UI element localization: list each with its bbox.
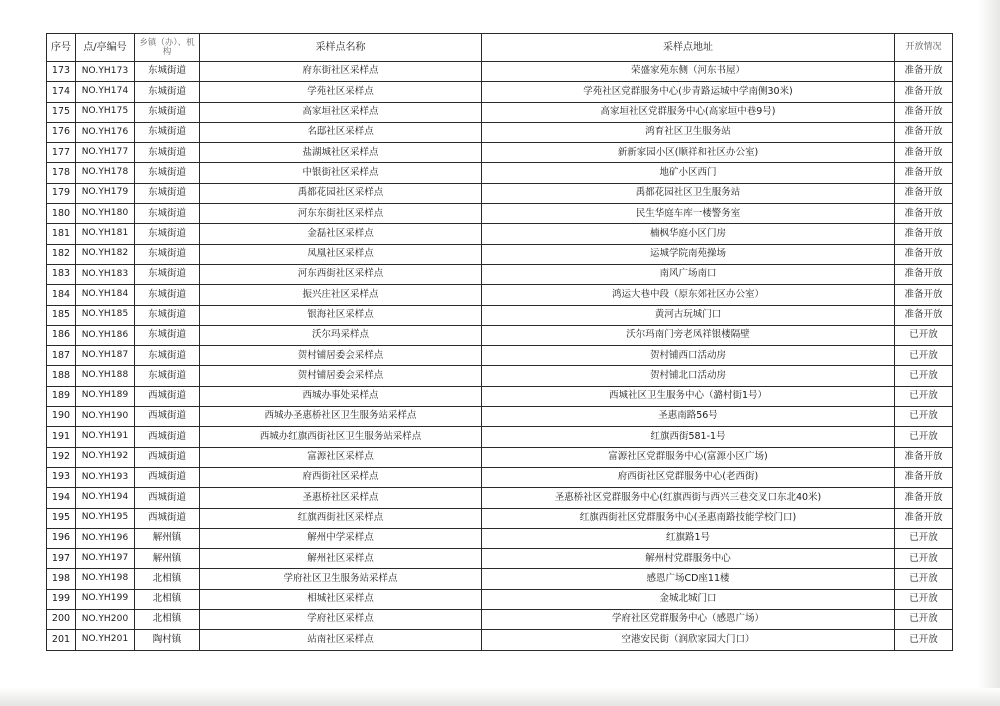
header-town: 乡镇（办）、机构: [135, 34, 200, 62]
cell-address: 贺村铺北口活动房: [482, 366, 895, 386]
cell-address: 高家垣社区党群服务中心(高家垣中巷9号): [482, 102, 895, 122]
cell-seq: 197: [47, 549, 76, 569]
cell-status: 准备开放: [895, 264, 953, 284]
cell-town: 东城街道: [135, 163, 200, 183]
cell-name: 金磊社区采样点: [200, 224, 482, 244]
cell-address: 学苑社区党群服务中心(步青路运城中学南侧30米): [482, 82, 895, 102]
cell-status: 准备开放: [895, 467, 953, 487]
cell-code: NO.YH193: [76, 467, 135, 487]
cell-name: 贺村铺居委会采样点: [200, 366, 482, 386]
cell-town: 东城街道: [135, 264, 200, 284]
cell-address: 鸿育社区卫生服务站: [482, 122, 895, 142]
cell-code: NO.YH198: [76, 569, 135, 589]
cell-address: 新新家园小区(顺祥和社区办公室): [482, 143, 895, 163]
cell-status: 已开放: [895, 528, 953, 548]
cell-name: 西城办事处采样点: [200, 386, 482, 406]
cell-town: 西城街道: [135, 508, 200, 528]
header-seq: 序号: [47, 34, 76, 62]
cell-seq: 187: [47, 346, 76, 366]
cell-town: 西城街道: [135, 407, 200, 427]
cell-town: 东城街道: [135, 305, 200, 325]
cell-name: 高家垣社区采样点: [200, 102, 482, 122]
cell-name: 府西街社区采样点: [200, 467, 482, 487]
cell-status: 准备开放: [895, 183, 953, 203]
cell-seq: 195: [47, 508, 76, 528]
cell-seq: 198: [47, 569, 76, 589]
cell-seq: 180: [47, 204, 76, 224]
cell-address: 圣惠桥社区党群服务中心(红旗西街与西兴三巷交叉口东北40米): [482, 488, 895, 508]
cell-seq: 189: [47, 386, 76, 406]
cell-town: 北相镇: [135, 569, 200, 589]
cell-status: 准备开放: [895, 244, 953, 264]
cell-seq: 190: [47, 407, 76, 427]
cell-code: NO.YH194: [76, 488, 135, 508]
cell-name: 站南社区采样点: [200, 630, 482, 650]
cell-status: 准备开放: [895, 224, 953, 244]
cell-name: 银海社区采样点: [200, 305, 482, 325]
table-row: [47, 102, 953, 122]
table-row: [47, 427, 953, 447]
cell-seq: 192: [47, 447, 76, 467]
table-row: [47, 204, 953, 224]
cell-status: 准备开放: [895, 285, 953, 305]
cell-seq: 200: [47, 610, 76, 630]
cell-name: 学府社区采样点: [200, 610, 482, 630]
cell-code: NO.YH176: [76, 122, 135, 142]
cell-seq: 193: [47, 467, 76, 487]
cell-name: 贺村铺居委会采样点: [200, 346, 482, 366]
cell-address: 贺村铺西口活动房: [482, 346, 895, 366]
cell-name: 学府社区卫生服务站采样点: [200, 569, 482, 589]
cell-seq: 177: [47, 143, 76, 163]
table-row: [47, 244, 953, 264]
cell-town: 东城街道: [135, 62, 200, 82]
cell-code: NO.YH179: [76, 183, 135, 203]
cell-code: NO.YH201: [76, 630, 135, 650]
cell-name: 解州社区采样点: [200, 549, 482, 569]
cell-name: 解州中学采样点: [200, 528, 482, 548]
cell-seq: 181: [47, 224, 76, 244]
cell-status: 准备开放: [895, 204, 953, 224]
cell-town: 东城街道: [135, 204, 200, 224]
cell-status: 准备开放: [895, 122, 953, 142]
cell-seq: 185: [47, 305, 76, 325]
table-row: [47, 630, 953, 650]
cell-name: 圣惠桥社区采样点: [200, 488, 482, 508]
cell-address: 空港安民街（润欣家园大门口）: [482, 630, 895, 650]
cell-code: NO.YH186: [76, 325, 135, 345]
cell-town: 东城街道: [135, 82, 200, 102]
cell-address: 沃尔玛南门旁老凤祥银楼隔壁: [482, 325, 895, 345]
table-row: [47, 407, 953, 427]
table-row: [47, 122, 953, 142]
cell-town: 东城街道: [135, 122, 200, 142]
cell-status: 准备开放: [895, 163, 953, 183]
table-row: [47, 569, 953, 589]
cell-name: 学苑社区采样点: [200, 82, 482, 102]
table-row: [47, 62, 953, 82]
cell-town: 东城街道: [135, 224, 200, 244]
cell-seq: 175: [47, 102, 76, 122]
table-header-row: [47, 34, 953, 62]
table-row: [47, 386, 953, 406]
cell-seq: 186: [47, 325, 76, 345]
cell-address: 荣盛家苑东侧（河东书屋）: [482, 62, 895, 82]
cell-town: 东城街道: [135, 366, 200, 386]
cell-name: 富源社区采样点: [200, 447, 482, 467]
table-row: [47, 143, 953, 163]
table-row: [47, 488, 953, 508]
cell-town: 陶村镇: [135, 630, 200, 650]
cell-address: 地矿小区西门: [482, 163, 895, 183]
cell-code: NO.YH183: [76, 264, 135, 284]
cell-code: NO.YH187: [76, 346, 135, 366]
cell-code: NO.YH190: [76, 407, 135, 427]
cell-address: 红旗西街社区党群服务中心(圣惠南路技能学校门口): [482, 508, 895, 528]
header-name: 采样点名称: [200, 34, 482, 62]
cell-town: 西城街道: [135, 488, 200, 508]
table-row: [47, 305, 953, 325]
cell-address: 运城学院南苑操场: [482, 244, 895, 264]
table-row: [47, 467, 953, 487]
cell-code: NO.YH185: [76, 305, 135, 325]
cell-status: 已开放: [895, 630, 953, 650]
table-row: [47, 346, 953, 366]
cell-address: 圣惠南路56号: [482, 407, 895, 427]
cell-code: NO.YH180: [76, 204, 135, 224]
cell-address: 解州村党群服务中心: [482, 549, 895, 569]
cell-address: 西城社区卫生服务中心（潞村街1号）: [482, 386, 895, 406]
cell-town: 东城街道: [135, 143, 200, 163]
cell-town: 东城街道: [135, 183, 200, 203]
cell-code: NO.YH173: [76, 62, 135, 82]
cell-status: 已开放: [895, 366, 953, 386]
table-row: [47, 366, 953, 386]
cell-name: 河东西街社区采样点: [200, 264, 482, 284]
table-row: [47, 224, 953, 244]
table-row: [47, 549, 953, 569]
cell-town: 东城街道: [135, 244, 200, 264]
cell-name: 河东东街社区采样点: [200, 204, 482, 224]
cell-name: 凤凰社区采样点: [200, 244, 482, 264]
cell-status: 已开放: [895, 549, 953, 569]
cell-status: 准备开放: [895, 143, 953, 163]
cell-address: 黄河古玩城门口: [482, 305, 895, 325]
cell-address: 红旗路1号: [482, 528, 895, 548]
cell-name: 府东街社区采样点: [200, 62, 482, 82]
cell-status: 已开放: [895, 386, 953, 406]
header-status: 开放情况: [895, 34, 953, 62]
cell-town: 北相镇: [135, 589, 200, 609]
cell-address: 禹都花园社区卫生服务站: [482, 183, 895, 203]
cell-address: 红旗西街581-1号: [482, 427, 895, 447]
cell-name: 振兴庄社区采样点: [200, 285, 482, 305]
cell-seq: 178: [47, 163, 76, 183]
cell-seq: 183: [47, 264, 76, 284]
table-row: [47, 264, 953, 284]
cell-code: NO.YH188: [76, 366, 135, 386]
cell-status: 准备开放: [895, 488, 953, 508]
cell-status: 已开放: [895, 346, 953, 366]
cell-seq: 201: [47, 630, 76, 650]
cell-status: 准备开放: [895, 62, 953, 82]
cell-town: 东城街道: [135, 285, 200, 305]
cell-status: 已开放: [895, 610, 953, 630]
cell-code: NO.YH197: [76, 549, 135, 569]
cell-name: 相城社区采样点: [200, 589, 482, 609]
cell-town: 解州镇: [135, 549, 200, 569]
cell-status: 已开放: [895, 569, 953, 589]
cell-seq: 182: [47, 244, 76, 264]
cell-code: NO.YH175: [76, 102, 135, 122]
cell-address: 金城北城门口: [482, 589, 895, 609]
cell-town: 解州镇: [135, 528, 200, 548]
cell-town: 西城街道: [135, 427, 200, 447]
cell-town: 西城街道: [135, 447, 200, 467]
cell-address: 府西街社区党群服务中心(老西街): [482, 467, 895, 487]
cell-town: 北相镇: [135, 610, 200, 630]
cell-seq: 194: [47, 488, 76, 508]
table-row: [47, 508, 953, 528]
cell-code: NO.YH174: [76, 82, 135, 102]
cell-code: NO.YH182: [76, 244, 135, 264]
cell-name: 西城办红旗西街社区卫生服务站采样点: [200, 427, 482, 447]
cell-seq: 179: [47, 183, 76, 203]
cell-seq: 174: [47, 82, 76, 102]
cell-code: NO.YH195: [76, 508, 135, 528]
cell-status: 已开放: [895, 589, 953, 609]
cell-status: 准备开放: [895, 305, 953, 325]
cell-code: NO.YH177: [76, 143, 135, 163]
cell-code: NO.YH191: [76, 427, 135, 447]
cell-status: 已开放: [895, 407, 953, 427]
cell-address: 楠枫华庭小区门房: [482, 224, 895, 244]
cell-seq: 196: [47, 528, 76, 548]
cell-code: NO.YH196: [76, 528, 135, 548]
cell-name: 中银街社区采样点: [200, 163, 482, 183]
cell-town: 西城街道: [135, 467, 200, 487]
cell-name: 名邸社区采样点: [200, 122, 482, 142]
cell-seq: 191: [47, 427, 76, 447]
cell-code: NO.YH192: [76, 447, 135, 467]
cell-seq: 173: [47, 62, 76, 82]
table-row: [47, 163, 953, 183]
cell-address: 学府社区党群服务中心（感恩广场）: [482, 610, 895, 630]
cell-status: 准备开放: [895, 447, 953, 467]
cell-status: 准备开放: [895, 102, 953, 122]
cell-name: 红旗西街社区采样点: [200, 508, 482, 528]
sampling-points-table: [46, 33, 953, 651]
cell-seq: 188: [47, 366, 76, 386]
cell-status: 已开放: [895, 325, 953, 345]
cell-code: NO.YH181: [76, 224, 135, 244]
cell-code: NO.YH184: [76, 285, 135, 305]
page-bottom-shadow: [0, 688, 1000, 706]
cell-name: 禹都花园社区采样点: [200, 183, 482, 203]
cell-seq: 176: [47, 122, 76, 142]
cell-status: 准备开放: [895, 82, 953, 102]
cell-code: NO.YH199: [76, 589, 135, 609]
table-row: [47, 325, 953, 345]
cell-name: 沃尔玛采样点: [200, 325, 482, 345]
cell-town: 东城街道: [135, 102, 200, 122]
cell-status: 已开放: [895, 427, 953, 447]
cell-seq: 199: [47, 589, 76, 609]
cell-town: 东城街道: [135, 325, 200, 345]
cell-code: NO.YH178: [76, 163, 135, 183]
cell-code: NO.YH200: [76, 610, 135, 630]
header-code: 点/亭编号: [76, 34, 135, 62]
table-row: [47, 183, 953, 203]
cell-address: 感恩广场CD座11楼: [482, 569, 895, 589]
cell-address: 鸿运大巷中段（原东郊社区办公室）: [482, 285, 895, 305]
table-row: [47, 447, 953, 467]
page-edge-shadow: [978, 0, 1000, 706]
cell-name: 西城办圣惠桥社区卫生服务站采样点: [200, 407, 482, 427]
table-row: [47, 610, 953, 630]
cell-town: 西城街道: [135, 386, 200, 406]
header-address: 采样点地址: [482, 34, 895, 62]
table-body: [47, 62, 953, 651]
cell-code: NO.YH189: [76, 386, 135, 406]
table-row: [47, 82, 953, 102]
cell-status: 准备开放: [895, 508, 953, 528]
cell-town: 东城街道: [135, 346, 200, 366]
cell-address: 富源社区党群服务中心(富源小区广场): [482, 447, 895, 467]
cell-address: 民生华庭车库一楼警务室: [482, 204, 895, 224]
table-row: [47, 285, 953, 305]
cell-seq: 184: [47, 285, 76, 305]
cell-address: 南风广场南口: [482, 264, 895, 284]
table-row: [47, 528, 953, 548]
cell-name: 盐湖城社区采样点: [200, 143, 482, 163]
table-row: [47, 589, 953, 609]
